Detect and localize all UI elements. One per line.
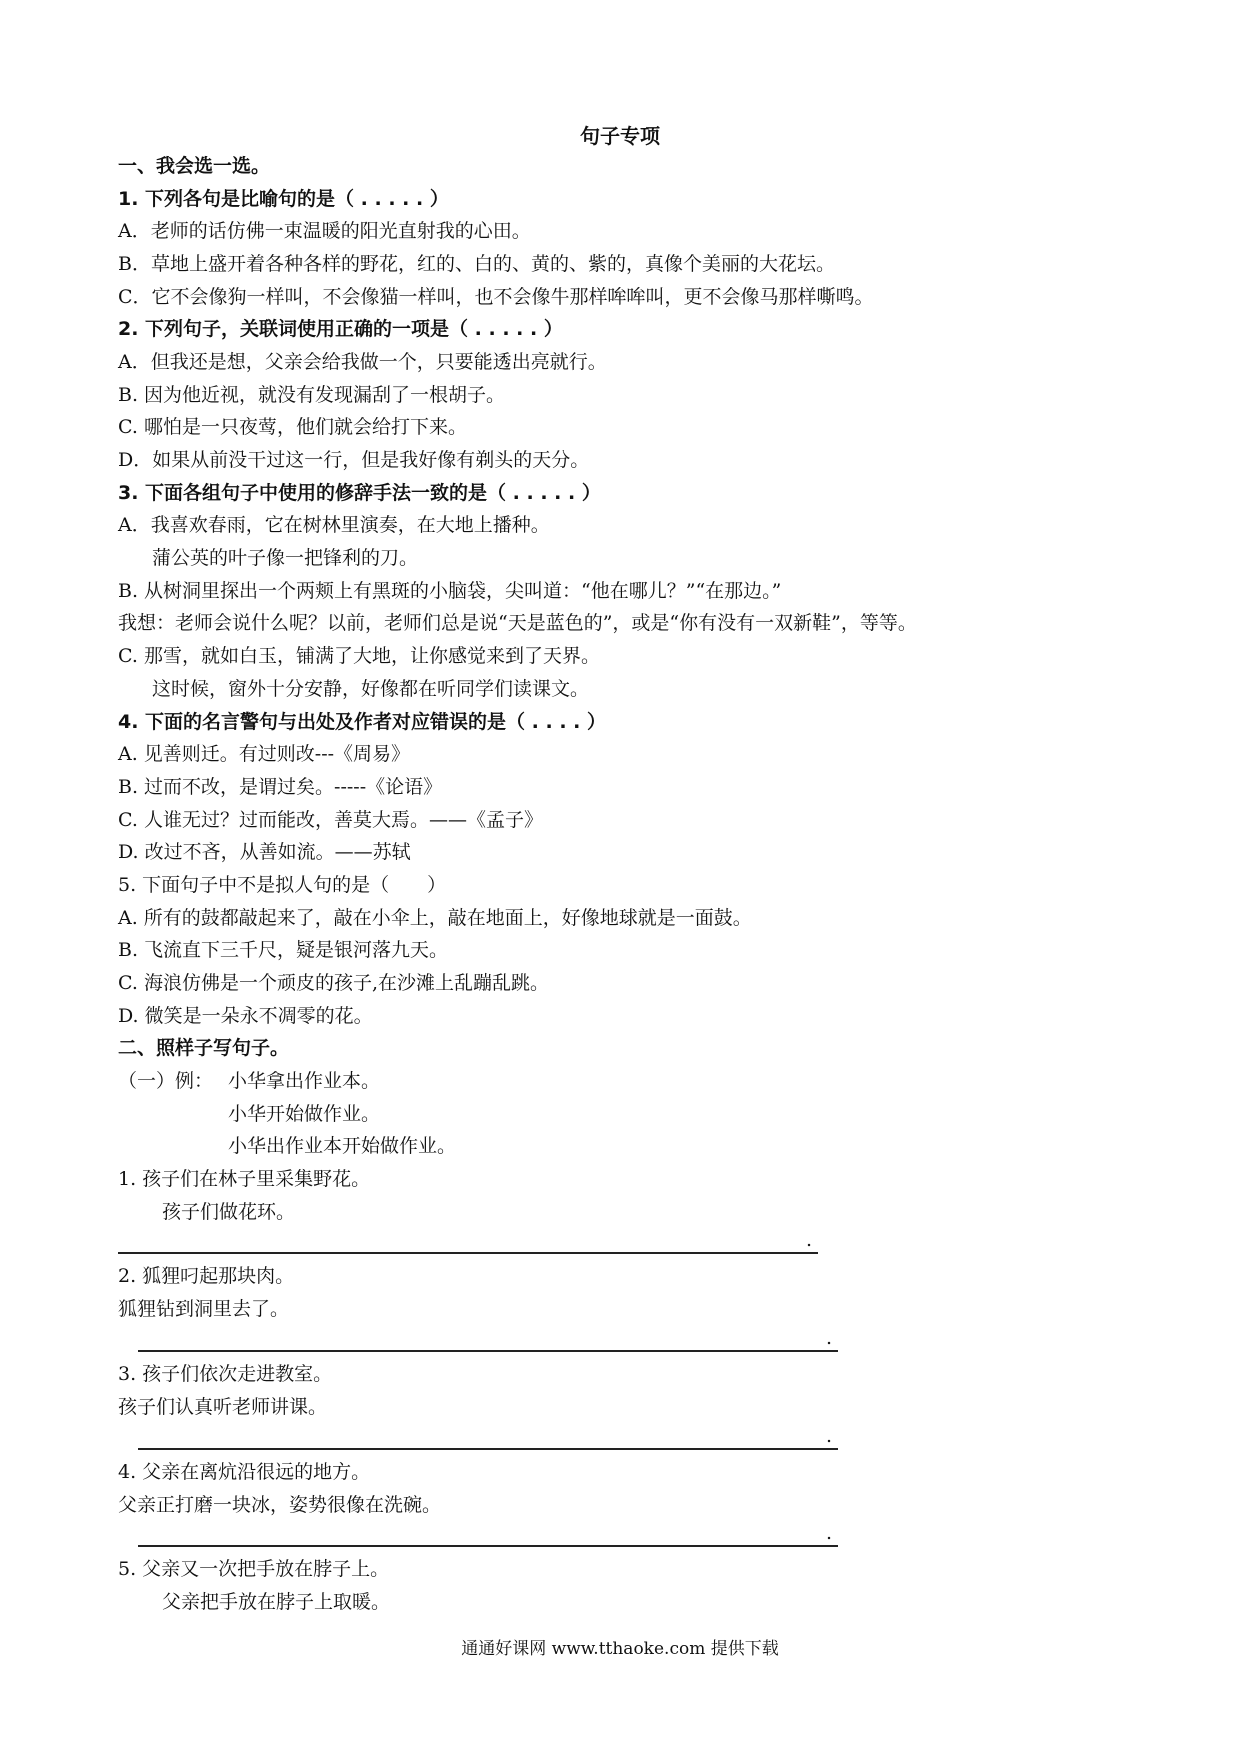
exercise-4-sentence-1: 4. 父亲在离炕沿很远的地方。 [118, 1461, 371, 1483]
question-2-option-d: D．如果从前没干过这一行，但是我好像有剃头的天分。 [118, 449, 590, 471]
example-sentence-2: 小华开始做作业。 [228, 1103, 381, 1125]
example-sentence-1: 小华拿出作业本。 [228, 1070, 381, 1092]
question-1-option-c: C．它不会像狗一样叫，不会像猫一样叫，也不会像牛那样哞哞叫，更不会像马那样嘶鸣。 [118, 286, 874, 308]
section-2-heading: 二、照样子写句子。 [118, 1037, 290, 1059]
question-4-option-b: B. 过而不改，是谓过矣。-----《论语》 [118, 776, 443, 798]
question-1-option-a: A．老师的话仿佛一束温暖的阳光直射我的心田。 [118, 220, 531, 242]
question-5-option-c: C. 海浪仿佛是一个顽皮的孩子,在沙滩上乱蹦乱跳。 [118, 972, 549, 994]
exercise-2-sentence-2: 狐狸钻到洞里去了。 [118, 1298, 290, 1320]
question-3-option-a-line1: A．我喜欢春雨，它在树林里演奏，在大地上播种。 [118, 514, 550, 536]
question-5-stem: 5. 下面句子中不是拟人句的是（ ） [118, 874, 447, 896]
question-1-stem: 1. 下列各句是比喻句的是（ . . . . . ） [118, 188, 449, 210]
exercise-4-sentence-2: 父亲正打磨一块冰，姿势很像在洗碗。 [118, 1494, 442, 1516]
question-2-stem: 2. 下列句子，关联词使用正确的一项是（ . . . . . ） [118, 318, 563, 340]
question-3-option-a-line2: 蒲公英的叶子像一把锋利的刀。 [152, 547, 419, 569]
exercise-3-sentence-1: 3. 孩子们依次走进教室。 [118, 1363, 333, 1385]
question-4-option-a: A. 见善则迁。有过则改---《周易》 [118, 743, 411, 765]
question-4-option-d: D. 改过不吝，从善如流。——苏轼 [118, 841, 411, 863]
example-label: （一）例： [118, 1070, 214, 1092]
question-5-option-b: B. 飞流直下三千尺，疑是银河落九天。 [118, 939, 449, 961]
exercise-1-sentence-2: 孩子们做花环。 [162, 1201, 296, 1223]
question-3-option-c-line2: 这时候，窗外十分安静，好像都在听同学们读课文。 [152, 678, 590, 700]
question-4-stem: 4. 下面的名言警句与出处及作者对应错误的是（ . . . . ） [118, 711, 606, 733]
question-3-option-c-line1: C. 那雪，就如白玉，铺满了大地，让你感觉来到了天界。 [118, 645, 600, 667]
exercise-2-line-end: . [826, 1327, 833, 1349]
question-3-option-b-line1: B. 从树洞里探出一个两颊上有黑斑的小脑袋，尖叫道：“他在哪儿？”“在那边。” [118, 580, 782, 602]
section-1-heading: 一、我会选一选。 [118, 155, 271, 177]
question-5-option-d: D. 微笑是一朵永不凋零的花。 [118, 1005, 373, 1027]
exercise-3-line-end: . [826, 1425, 833, 1447]
question-3-option-b-line2: 我想：老师会说什么呢？以前，老师们总是说“天是蓝色的”，或是“你有没有一双新鞋”，等等。 [118, 612, 917, 634]
exercise-3-answer-line[interactable] [138, 1448, 838, 1450]
exercise-1-answer-line[interactable] [118, 1252, 818, 1254]
exercise-5-sentence-1: 5. 父亲又一次把手放在脖子上。 [118, 1558, 390, 1580]
question-2-option-b: B. 因为他近视，就没有发现漏刮了一根胡子。 [118, 384, 506, 406]
question-2-option-a: A．但我还是想，父亲会给我做一个，只要能透出亮就行。 [118, 351, 607, 373]
question-2-option-c: C. 哪怕是一只夜莺，他们就会给打下来。 [118, 416, 467, 438]
exercise-4-answer-line[interactable] [138, 1545, 838, 1547]
exercise-2-answer-line[interactable] [138, 1350, 838, 1352]
exercise-4-line-end: . [826, 1522, 833, 1544]
example-sentence-3: 小华出作业本开始做作业。 [228, 1135, 457, 1157]
footer-credit: 通通好课网 www.tthaoke.com 提供下载 [461, 1639, 779, 1659]
exercise-5-sentence-2: 父亲把手放在脖子上取暖。 [162, 1591, 391, 1613]
question-4-option-c: C. 人谁无过？过而能改，善莫大焉。——《孟子》 [118, 809, 543, 831]
exercise-3-sentence-2: 孩子们认真听老师讲课。 [118, 1396, 328, 1418]
exercise-2-sentence-1: 2. 狐狸叼起那块肉。 [118, 1265, 295, 1287]
question-1-option-b: B．草地上盛开着各种各样的野花，红的、白的、黄的、紫的，真像个美丽的大花坛。 [118, 253, 835, 275]
question-5-option-a: A. 所有的鼓都敲起来了，敲在小伞上，敲在地面上，好像地球就是一面鼓。 [118, 907, 752, 929]
page-title: 句子专项 [580, 124, 660, 148]
exercise-1-line-end: . [806, 1229, 813, 1251]
exercise-1-sentence-1: 1. 孩子们在林子里采集野花。 [118, 1168, 371, 1190]
question-3-stem: 3. 下面各组句子中使用的修辞手法一致的是（ . . . . . ） [118, 482, 601, 504]
